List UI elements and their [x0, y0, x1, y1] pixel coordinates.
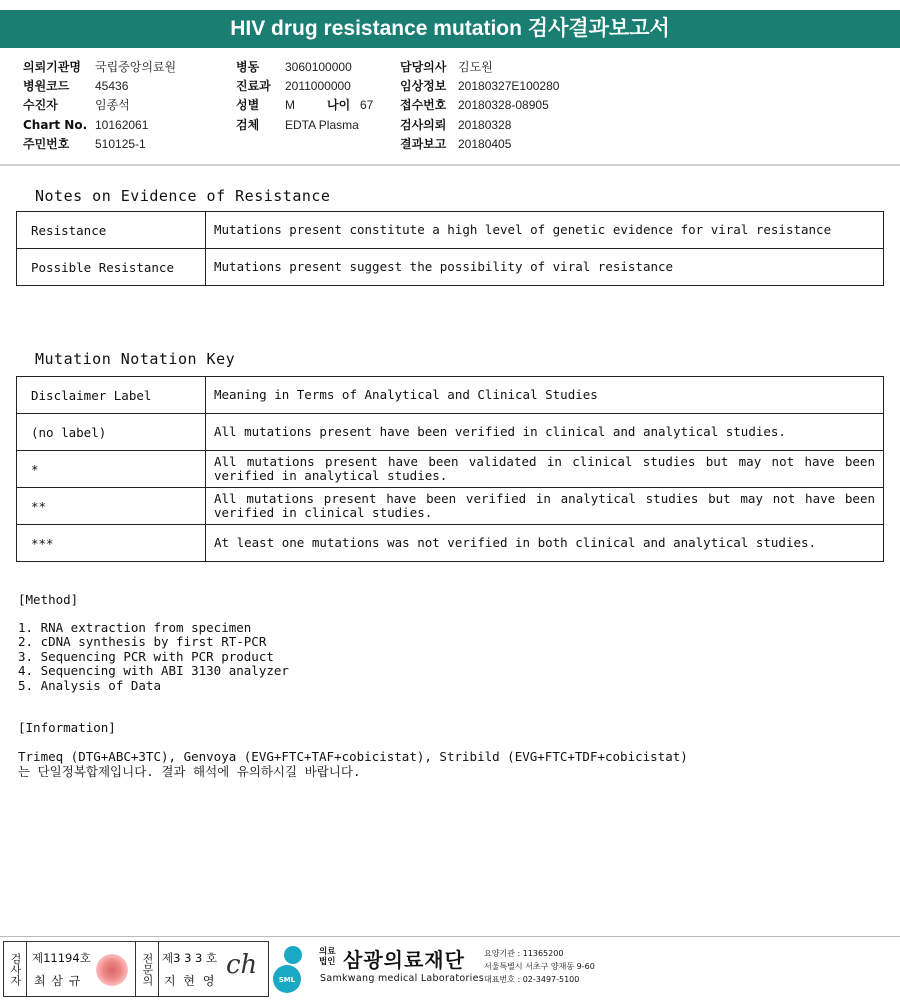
table-row — [17, 249, 884, 286]
info-value: 45436 — [95, 79, 129, 94]
table-row — [17, 414, 884, 451]
info-row-chart-no — [23, 116, 176, 135]
logo-mark: SML — [278, 976, 296, 984]
info-value: 2011000000 — [285, 79, 351, 94]
specialist-label: 전문의 — [136, 942, 159, 996]
info-label: 임상정보 — [400, 79, 447, 94]
footer-divider — [0, 936, 900, 937]
notes-text: Mutations present constitute a high level of genetic evidence for viral resistance — [206, 212, 884, 249]
info-row-report-date — [400, 135, 559, 154]
patient-info-col1 — [23, 58, 176, 154]
method-step: 3. Sequencing PCR with PCR product — [18, 648, 274, 664]
info-value: 20180405 — [458, 136, 512, 151]
notes-label: Resistance — [17, 212, 206, 249]
info-label: 병동 — [236, 60, 260, 74]
method-step: 2. cDNA synthesis by first RT-PCR — [18, 634, 267, 650]
signature: ch — [226, 950, 258, 980]
info-row-receipt-no — [400, 96, 559, 115]
org-type: 의료 법인 — [319, 947, 336, 967]
info-value: 20180328 — [458, 117, 512, 132]
info-row-doctor — [400, 58, 559, 77]
patient-info-col2 — [236, 58, 373, 135]
notes-title: Notes on Evidence of Resistance — [35, 187, 331, 205]
method-step: 4. Sequencing with ABI 3130 analyzer — [18, 663, 289, 679]
info-label: 의뢰기관명 — [23, 60, 81, 74]
footer — [3, 941, 897, 999]
key-label: *** — [17, 525, 206, 562]
key-text: All mutations present have been verified in clinical and analytical studies. — [206, 414, 884, 451]
org-location: 서울특별시 서초구 양재동 9-60 — [484, 962, 595, 971]
key-label: ** — [17, 488, 206, 525]
key-label: Disclaimer Label — [17, 377, 206, 414]
information-title: [Information] — [18, 720, 116, 735]
info-row-institution — [23, 58, 176, 77]
table-row — [17, 488, 884, 525]
method-step: 1. RNA extraction from specimen — [18, 620, 252, 635]
table-row — [17, 212, 884, 249]
key-table — [16, 376, 884, 562]
info-value: 김도원 — [458, 60, 493, 74]
info-row-department — [236, 77, 373, 96]
info-value: 20180328-08905 — [458, 98, 549, 113]
info-row-sex-age — [236, 96, 373, 115]
notes-table — [16, 211, 884, 286]
org-name-en: Samkwang medical Laboratories — [320, 973, 485, 984]
report-title: HIV drug resistance mutation 검사결과보고서 — [0, 10, 900, 48]
info-label: 수진자 — [23, 98, 58, 113]
sml-logo-icon — [271, 943, 317, 995]
info-row-ward — [236, 58, 373, 77]
key-title: Mutation Notation Key — [35, 350, 236, 368]
info-label: 담당의사 — [400, 60, 447, 74]
method-step: 5. Analysis of Data — [18, 677, 161, 693]
org-address — [484, 947, 595, 986]
info-row-specimen — [236, 116, 373, 135]
age-value: 67 — [360, 98, 374, 113]
key-text: Meaning in Terms of Analytical and Clinical Studies — [206, 377, 884, 414]
inspector-label: 검사자 — [4, 942, 27, 996]
org-code: 요양기관 : 11365200 — [484, 949, 564, 958]
info-value: 510125-1 — [95, 136, 146, 151]
table-row — [17, 451, 884, 488]
info-row-clinical-info — [400, 77, 559, 96]
info-value: 3060100000 — [285, 60, 352, 74]
info-row-hospital-code — [23, 77, 176, 96]
age-label: 나이 — [327, 98, 351, 113]
info-label: 진료과 — [236, 79, 271, 94]
method-title: [Method] — [18, 592, 79, 607]
org-phone: 대표번호 : 02-3497-5100 — [484, 975, 580, 984]
notes-label: Possible Resistance — [17, 249, 206, 286]
specialist-license: 제3 3 3 호 — [162, 951, 218, 965]
info-value: 10162061 — [95, 117, 149, 132]
info-value: 임종석 — [95, 98, 130, 113]
table-row — [17, 525, 884, 562]
seal-stamp — [96, 954, 128, 986]
key-label: * — [17, 451, 206, 488]
info-label: 성별 — [236, 98, 260, 113]
org-name: 삼광의료재단 — [343, 948, 465, 972]
info-label: 주민번호 — [23, 136, 70, 151]
patient-info-col3 — [400, 58, 559, 154]
header-divider — [0, 164, 900, 166]
key-text: At least one mutations was not verified in both clinical and analytical studies. — [206, 525, 884, 562]
information-line: Trimeq (DTG+ABC+3TC), Genvoya (EVG+FTC+TAF+cobicistat), Stribild (EVG+FTC+TDF+cobicistat) — [18, 749, 688, 764]
info-row-resident-no — [23, 135, 176, 154]
information-line: 는 단일정복합제입니다. 결과 해석에 유의하시길 바랍니다. — [18, 764, 361, 779]
logo-dot — [284, 946, 302, 964]
info-label: 병원코드 — [23, 79, 70, 94]
key-text: All mutations present have been verified in analytical studies but may not have been verified in clinical studies. — [206, 488, 884, 525]
info-value: 국립중앙의료원 — [95, 60, 177, 74]
info-value: M — [285, 98, 295, 113]
info-value: 20180327E100280 — [458, 79, 560, 94]
notes-text: Mutations present suggest the possibility of viral resistance — [206, 249, 884, 286]
key-text: All mutations present have been validated in clinical studies but may not have been verified in analytical studies. — [206, 451, 884, 488]
inspector-name: 최 삼 규 — [34, 974, 82, 988]
info-label: 검체 — [236, 117, 260, 132]
table-row — [17, 377, 884, 414]
signature-box — [3, 941, 269, 997]
specialist-name: 지 현 영 — [164, 974, 217, 988]
info-value: EDTA Plasma — [285, 117, 359, 132]
info-label: Chart No. — [23, 117, 88, 132]
key-label: (no label) — [17, 414, 206, 451]
info-label: 결과보고 — [400, 136, 447, 151]
info-row-request-date — [400, 116, 559, 135]
info-row-patient — [23, 96, 176, 115]
info-label: 접수번호 — [400, 98, 447, 113]
inspector-license: 제11194호 — [32, 951, 91, 965]
info-label: 검사의뢰 — [400, 117, 447, 132]
